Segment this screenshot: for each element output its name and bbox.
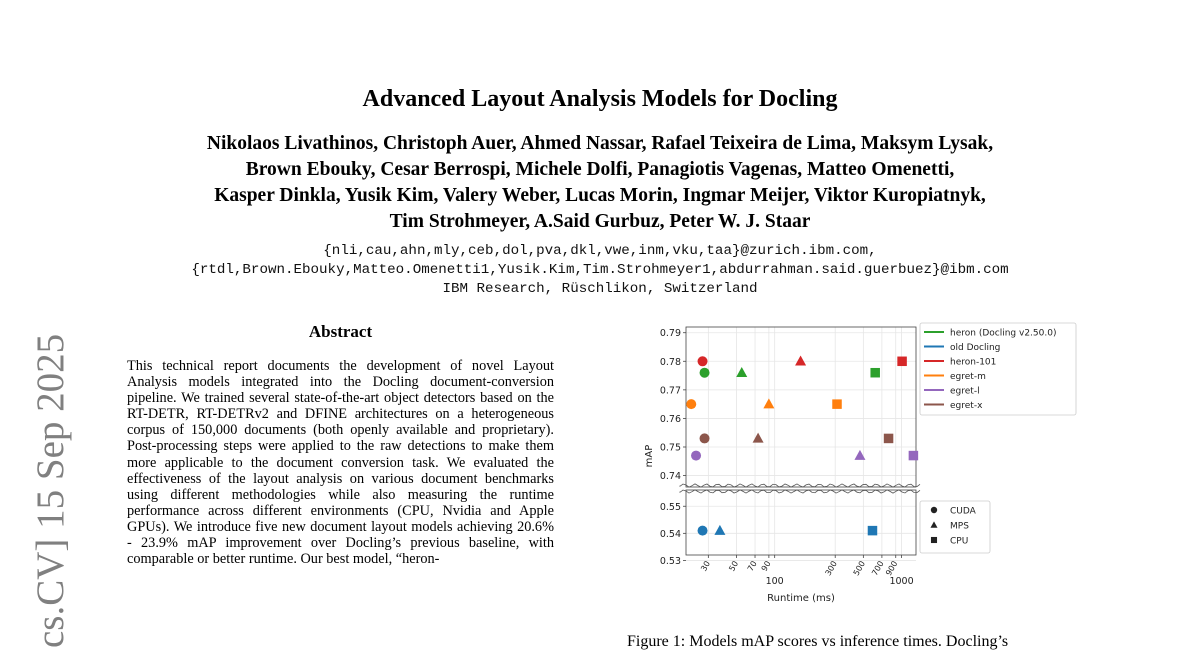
data-point — [763, 398, 774, 408]
paper-title: Advanced Layout Analysis Models for Docling — [362, 86, 838, 112]
data-point — [931, 507, 937, 513]
x-tick-label: 50 — [727, 559, 741, 573]
x-tick-label: 100 — [765, 576, 784, 587]
legend-label: egret-x — [950, 400, 983, 411]
x-tick-label: 300 — [823, 559, 839, 578]
x-tick-label: 500 — [851, 559, 868, 578]
data-point — [832, 399, 842, 409]
legend-label: egret-m — [950, 371, 986, 382]
legend-label: old Docling — [950, 342, 1001, 353]
legend-label: CUDA — [950, 506, 976, 517]
author-line: Kasper Dinkla, Yusik Kim, Valery Weber, Lucas Morin, Ingmar Meijer, Viktor Kuropiatnyk, — [214, 185, 986, 206]
data-point — [909, 451, 919, 461]
y-tick-label: 0.53 — [659, 555, 681, 567]
data-point — [700, 368, 710, 378]
author-line: Nikolaos Livathinos, Christoph Auer, Ahmed Nassar, Rafael Teixeira de Lima, Maksym Lysak, — [206, 133, 994, 154]
figure-1 — [630, 316, 1080, 608]
data-point — [691, 451, 701, 461]
data-point — [870, 368, 880, 378]
y-tick-label: 0.74 — [659, 471, 681, 483]
figure-caption: Figure 1: Models mAP scores vs inference times. Docling’s — [627, 633, 1009, 650]
data-point — [698, 356, 708, 366]
x-tick-label: 700 — [870, 559, 886, 578]
data-point — [686, 399, 696, 409]
legend-label: heron (Docling v2.50.0) — [950, 328, 1057, 339]
email-line: {nli,cau,ahn,mly,ceb,dol,pva,dkl,vwe,inm,vku,taa}@zurich.ibm.com, — [323, 243, 877, 259]
y-tick-label: 0.77 — [659, 385, 681, 397]
arxiv-stamp: cs.CV] 15 Sep 2025 — [29, 333, 72, 648]
y-axis-label: mAP — [644, 444, 655, 468]
data-point — [884, 434, 894, 444]
y-tick-label: 0.54 — [659, 528, 681, 540]
data-point — [795, 356, 806, 366]
legend-label: egret-l — [950, 386, 980, 397]
data-point — [753, 433, 764, 443]
x-tick-label: 1000 — [889, 576, 914, 587]
data-point — [897, 357, 907, 367]
legend-label: heron-101 — [950, 357, 997, 368]
x-tick-label: 70 — [745, 559, 759, 573]
data-point — [700, 433, 710, 443]
y-tick-label: 0.79 — [659, 328, 681, 340]
data-point — [868, 526, 878, 536]
legend-label: CPU — [950, 536, 969, 547]
email-line: {rtdl,Brown.Ebouky,Matteo.Omenetti1,Yusik.Kim,Tim.Strohmeyer1,abdurrahman.said.guerbuez}@ibm.com — [191, 262, 1009, 278]
data-point — [931, 537, 937, 543]
legend-label: MPS — [950, 521, 969, 532]
y-tick-label: 0.75 — [659, 442, 681, 454]
affiliation-block — [0, 242, 1200, 299]
data-point — [698, 526, 708, 536]
author-list — [100, 131, 1100, 235]
abstract-heading: Abstract — [308, 322, 373, 341]
author-line: Tim Strohmeyer, A.Said Gurbuz, Peter W. J. Staar — [389, 211, 811, 232]
data-point — [854, 450, 865, 460]
x-tick-label: 900 — [884, 559, 900, 578]
author-line: Brown Ebouky, Cesar Berrospi, Michele Dolfi, Panagiotis Vagenas, Matteo Omenetti, — [245, 159, 955, 180]
y-tick-label: 0.78 — [659, 356, 681, 368]
y-tick-label: 0.55 — [659, 501, 681, 513]
data-point — [736, 367, 747, 377]
x-tick-label: 90 — [759, 559, 773, 573]
data-point — [714, 525, 725, 535]
x-axis-label: Runtime (ms) — [767, 593, 835, 604]
map-vs-runtime-chart — [630, 316, 1080, 608]
affiliation-line: IBM Research, Rüschlikon, Switzerland — [442, 281, 758, 297]
x-tick-label: 30 — [699, 559, 713, 573]
abstract-text: This technical report documents the development of novel Layout Analysis models integrated into the Docling document-conversion pipeline. We trained several state-of-the-art object detectors based on the RT-DETR, RT-DETRv2 and DFINE architectures on a heterogeneous corpus of 150,000 documents (both openly available and proprietary). Post-processing steps were applied to the raw detections to make them more applicable to the document conversion task. We evaluated the effectiveness of the layout analysis on various document benchmarks using different methodologies while also measuring the runtime performance across different environments (CPU, Nvidia and Apple GPUs). We introduce five new document layout models achieving 20.6% - 23.9% mAP improvement over Docling’s previous baseline, with comparable or better runtime. Our best model, “heron- — [127, 358, 554, 568]
y-tick-label: 0.76 — [659, 413, 681, 425]
